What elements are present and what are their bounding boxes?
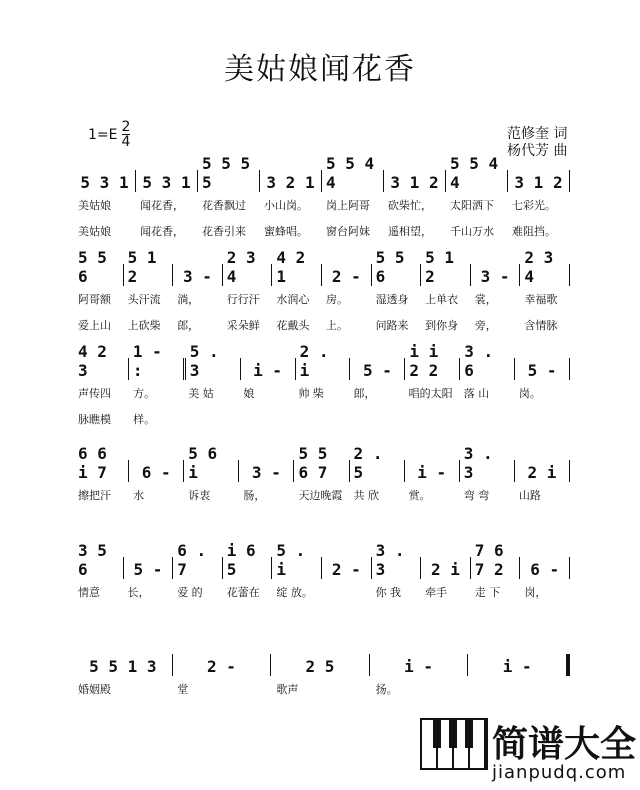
page-title: 美姑娘闻花香 xyxy=(224,52,416,87)
lyric-text: 花香飘过 xyxy=(202,199,246,212)
measure: 2 3 4 xyxy=(520,264,570,286)
lyric-text: 弯 弯 xyxy=(463,489,490,502)
measure: 2 5 xyxy=(271,654,370,676)
measure: 2 - xyxy=(322,264,372,286)
lyric-text: 上砍柴 xyxy=(127,319,161,332)
measure: 5 5 6 7 xyxy=(294,460,349,482)
lyric-text: 闻花香， xyxy=(140,199,184,212)
lyric-text: 岗。 xyxy=(518,387,541,400)
lyric-text: 歌声 xyxy=(276,683,299,696)
score-system-5 xyxy=(74,541,570,631)
measure: 3 2 1 xyxy=(260,170,322,192)
lyric-text: 美姑娘 xyxy=(78,199,111,212)
lyric-text: 采朵鲜 xyxy=(226,319,260,332)
measure: 3 . 6 xyxy=(460,358,515,380)
measure: 6 6 i 7 xyxy=(74,460,129,482)
measure-row xyxy=(74,654,570,676)
lyric-text: 水润心 xyxy=(276,293,310,306)
measure: i - xyxy=(468,654,570,676)
lyric-text: 娘 xyxy=(243,387,255,400)
lyric-text: 花蕾在 xyxy=(226,586,260,599)
measure-row xyxy=(74,541,570,579)
measure: 2 3 4 xyxy=(223,264,273,286)
score-system-1 xyxy=(74,154,570,244)
measure-row xyxy=(74,444,570,482)
lyric-text: 扬。 xyxy=(375,683,398,696)
measure: 2 . i xyxy=(296,358,351,380)
measure: 5 . i xyxy=(272,557,322,579)
measure: 5 5 4 4 xyxy=(446,170,508,192)
lyric-text: 堂 xyxy=(177,683,189,696)
lyric-text: 闻花香， xyxy=(140,225,184,238)
measure: i - xyxy=(241,358,296,380)
lyric-text: 方。 xyxy=(133,387,156,400)
measure: 5 5 4 4 xyxy=(322,170,384,192)
lyric-text: 美 姑 xyxy=(188,387,214,400)
lyricist: 范修奎 词 xyxy=(507,126,568,142)
lyric-text: 牵手 xyxy=(425,586,448,599)
lyric-text: 山路 xyxy=(518,489,541,502)
measure: 5 . 3 xyxy=(186,358,241,380)
measure: 7 6 7 2 xyxy=(471,557,521,579)
lyric-text: 天边晚霞 xyxy=(298,489,343,502)
measure-row xyxy=(74,154,570,192)
lyric-text: 声传四 xyxy=(78,387,111,400)
lyric-text: 帅 柴 xyxy=(298,387,324,400)
lyric-text: 淌， xyxy=(177,293,200,306)
measure: i - xyxy=(370,654,469,676)
measure: 4 2 3 xyxy=(74,358,129,380)
measure: 3 1 2 xyxy=(384,170,446,192)
measure: 3 - xyxy=(471,264,521,286)
lyric-text: 郎， xyxy=(177,319,200,332)
piano-icon xyxy=(420,718,488,770)
measure: 2 - xyxy=(322,557,372,579)
lyric-text: 岗， xyxy=(524,586,547,599)
measure: 3 . 3 xyxy=(460,460,515,482)
key-label: 1=E xyxy=(88,126,118,143)
lyric-text: 爱上山 xyxy=(78,319,111,332)
measure: 5 5 5 5 xyxy=(198,170,260,192)
lyric-text: 到你身 xyxy=(425,319,459,332)
measure-row xyxy=(74,248,570,286)
time-top: 2 xyxy=(121,119,131,135)
lyric-text: 花戴头 xyxy=(276,319,310,332)
score-system-2 xyxy=(74,248,570,338)
lyric-text: 含情脉 xyxy=(524,319,558,332)
lyric-text: 绽 放。 xyxy=(276,586,313,599)
measure: 5 5 6 xyxy=(372,264,422,286)
lyric-text: 蜜蜂唱。 xyxy=(264,225,308,238)
lyric-text: 赏。 xyxy=(408,489,431,502)
lyric-row xyxy=(74,579,570,605)
lyric-text: 旁， xyxy=(474,319,497,332)
lyric-text: 落 山 xyxy=(463,387,490,400)
lyric-text: 窗台阿妹 xyxy=(326,225,370,238)
score-system-3 xyxy=(74,342,570,432)
lyric-row xyxy=(74,312,570,338)
measure: i i 2 2 xyxy=(405,358,460,380)
measure: 5 5 6 xyxy=(74,264,124,286)
lyric-row xyxy=(74,192,570,218)
measure: 1 - : xyxy=(129,358,186,380)
lyric-text: 爱 的 xyxy=(177,586,203,599)
measure: 6 - xyxy=(129,460,184,482)
lyric-text: 湿透身 xyxy=(375,293,409,306)
lyric-text: 小山岗。 xyxy=(264,199,308,212)
lyric-row xyxy=(74,508,570,534)
lyric-text: 唱的太阳 xyxy=(408,387,453,400)
lyric-text: 千山万水 xyxy=(450,225,494,238)
lyric-text: 美姑娘 xyxy=(78,225,111,238)
measure: 5 5 1 3 xyxy=(74,654,173,676)
lyric-text: 太阳洒下 xyxy=(450,199,494,212)
lyric-text: 上。 xyxy=(325,319,348,332)
measure: 3 . 3 xyxy=(372,557,422,579)
lyric-row xyxy=(74,406,570,432)
lyric-text: 难阻挡。 xyxy=(512,225,556,238)
measure-row xyxy=(74,342,570,380)
lyric-text: 样。 xyxy=(133,413,156,426)
lyric-text: 上单衣 xyxy=(425,293,459,306)
logo-url: jianpudq.com xyxy=(492,762,627,783)
measure: 6 - xyxy=(520,557,570,579)
lyric-row xyxy=(74,482,570,508)
measure: 5 1 2 xyxy=(421,264,471,286)
lyric-text: 情意 xyxy=(78,586,100,599)
lyric-row xyxy=(74,676,570,702)
lyric-row xyxy=(74,286,570,312)
measure: 5 - xyxy=(350,358,405,380)
measure: 5 3 1 xyxy=(74,170,136,192)
lyric-text: 你 我 xyxy=(375,586,402,599)
lyric-text: 幸福歌 xyxy=(524,293,558,306)
measure: 5 - xyxy=(515,358,570,380)
lyric-text: 阿哥额 xyxy=(78,293,111,306)
lyric-text: 擦把汗 xyxy=(78,489,111,502)
credits xyxy=(507,126,567,160)
key-signature xyxy=(88,120,130,149)
lyric-text: 共 欣 xyxy=(353,489,380,502)
measure: 3 5 6 xyxy=(74,557,124,579)
lyric-text: 七彩光。 xyxy=(512,199,556,212)
lyric-text: 头汗流 xyxy=(127,293,161,306)
lyric-text: 行行汗 xyxy=(226,293,260,306)
measure: i - xyxy=(405,460,460,482)
lyric-row xyxy=(74,218,570,244)
lyric-text: 水 xyxy=(133,489,145,502)
lyric-row xyxy=(74,605,570,631)
measure: 5 6 i xyxy=(184,460,239,482)
measure: 5 3 1 xyxy=(136,170,198,192)
lyric-text: 花香引来 xyxy=(202,225,246,238)
lyric-text: 房。 xyxy=(325,293,348,306)
lyric-text: 婚姻殿 xyxy=(78,683,111,696)
site-logo xyxy=(414,712,640,790)
lyric-row xyxy=(74,380,570,406)
measure: 3 - xyxy=(173,264,223,286)
logo-text: 简谱大全 xyxy=(492,724,637,765)
lyric-text: 肠， xyxy=(243,489,266,502)
measure: 3 1 2 xyxy=(508,170,570,192)
time-bottom: 4 xyxy=(121,134,131,150)
measure: 6 . 7 xyxy=(173,557,223,579)
measure: 5 1 2 xyxy=(124,264,174,286)
measure: 2 - xyxy=(173,654,272,676)
measure: 2 . 5 xyxy=(350,460,405,482)
time-signature xyxy=(121,120,130,149)
measure: 2 i xyxy=(515,460,570,482)
lyric-text: 诉衷 xyxy=(188,489,211,502)
lyric-text: 砍柴忙， xyxy=(388,199,432,212)
lyric-text: 郎， xyxy=(353,387,376,400)
lyric-text: 裳， xyxy=(474,293,497,306)
measure: 4 2 1 xyxy=(272,264,322,286)
measure: 3 - xyxy=(239,460,294,482)
lyric-text: 走 下 xyxy=(474,586,501,599)
composer: 杨代芳 曲 xyxy=(507,143,568,159)
measure: 2 i xyxy=(421,557,471,579)
lyric-text: 脉瞧模 xyxy=(78,413,111,426)
lyric-text: 岗上阿哥 xyxy=(326,199,370,212)
lyric-text: 问路来 xyxy=(375,319,409,332)
lyric-text: 长， xyxy=(127,586,150,599)
measure: 5 - xyxy=(124,557,174,579)
measure: i 6 5 xyxy=(223,557,273,579)
score-system-4 xyxy=(74,444,570,534)
lyric-text: 遥相望， xyxy=(388,225,432,238)
